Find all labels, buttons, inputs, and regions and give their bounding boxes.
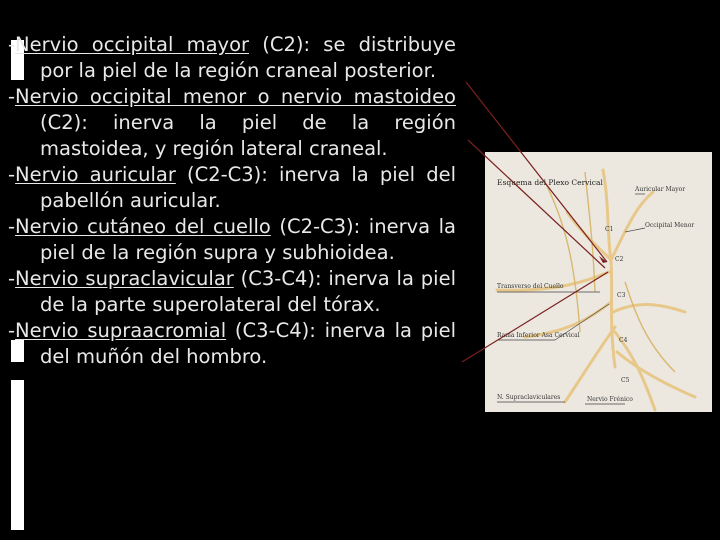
nerve-name: Nervio supraacromial <box>15 319 227 342</box>
figure-label: C5 <box>621 377 630 384</box>
nerve-description: (C2-C3): inerva la piel de la región supra y subhioidea. <box>40 215 456 264</box>
nerve-name: Nervio auricular <box>15 163 176 186</box>
item-dash: - <box>8 33 16 56</box>
nerve-description: (C3-C4): inerva la piel del muñón del hombro. <box>40 319 456 368</box>
list-item <box>8 84 456 162</box>
item-dash: - <box>8 319 16 342</box>
nerve-description: (C3-C4): inerva la piel de la parte superolateral del tórax. <box>40 267 456 316</box>
list-item <box>8 32 456 84</box>
figure-title: Esquema del Plexo Cervical <box>497 178 603 187</box>
figure-label: Occipital Menor <box>645 222 695 229</box>
figure-label: C4 <box>619 337 628 344</box>
figure-label: C1 <box>605 226 614 233</box>
item-dash: - <box>8 267 16 290</box>
nerve-description: (C2): inerva la piel de la región mastoidea, y región lateral craneal. <box>40 111 456 160</box>
nerve-name: Nervio occipital mayor <box>15 33 250 56</box>
nerve-description: (C2-C3): inerva la piel del pabellón auricular. <box>40 163 456 212</box>
figure-label: Auricular Mayor <box>635 186 686 193</box>
figure-label: Rama Inferior Asa Cervical <box>497 332 580 339</box>
figure-label: Nervio Frénico <box>587 396 633 403</box>
list-item <box>8 214 456 266</box>
list-item <box>8 318 456 370</box>
figure-label: C3 <box>617 292 626 299</box>
nerve-name: Nervio cutáneo del cuello <box>15 215 271 238</box>
list-item <box>8 162 456 214</box>
nerve-name: Nervio occipital menor o nervio mastoideo <box>15 85 456 108</box>
item-dash: - <box>8 85 16 108</box>
nerve-list <box>8 32 456 370</box>
decorative-bar <box>11 380 24 530</box>
figure-label: C2 <box>615 256 624 263</box>
item-dash: - <box>8 163 16 186</box>
figure-label: Transverso del Cuello <box>497 283 564 290</box>
cervical-plexus-diagram <box>485 152 712 412</box>
nerve-name: Nervio supraclavicular <box>15 267 234 290</box>
figure-label: N. Supraclaviculares <box>497 394 561 401</box>
nerve-description: (C2): se distribuye por la piel de la región craneal posterior. <box>40 33 456 82</box>
item-dash: - <box>8 215 16 238</box>
list-item <box>8 266 456 318</box>
